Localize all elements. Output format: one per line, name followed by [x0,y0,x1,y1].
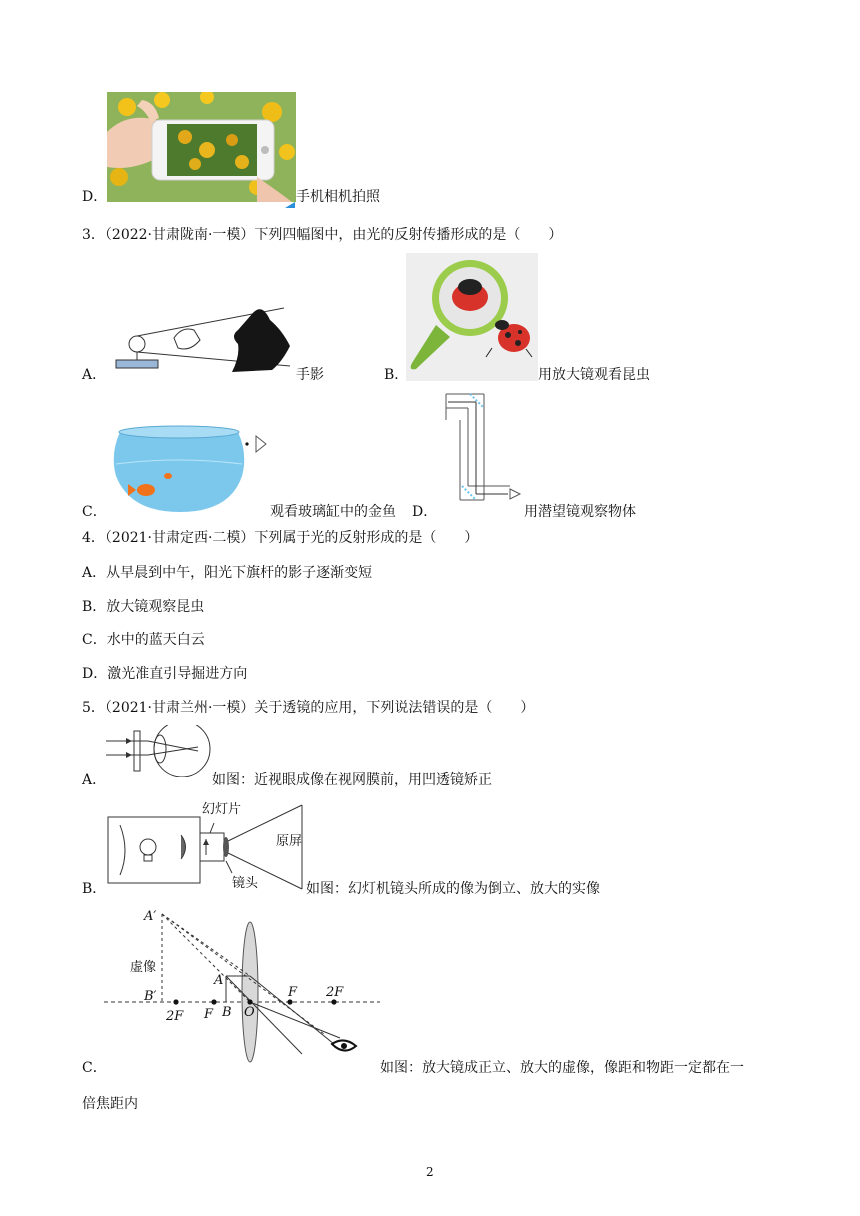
label-a: A [214,973,224,988]
slide-projector-figure [106,795,306,895]
label-f-left: F [204,1007,214,1022]
label-a-prime: A′ [144,909,157,924]
q3-option-a-letter: A． [82,367,107,383]
q4-option-c: C．水中的蓝天白云 [82,632,205,648]
q2-option-d-caption: 手机相机拍照 [296,189,380,205]
q3-option-a-caption: 手影 [296,367,324,383]
q5-option-a-letter: A． [82,772,107,788]
label-b: B [222,1005,232,1020]
q5-option-a-caption: 如图：近视眼成像在视网膜前，用凹透镜矫正 [212,772,492,788]
q4-option-b: B．放大镜观察昆虫 [82,599,205,615]
slide-label: 幻灯片 [202,802,242,817]
q5-option-c-letter: C． [82,1060,107,1076]
q4-option-d: D．激光准直引导掘进方向 [82,666,248,682]
q3-option-c-letter: C． [82,504,107,520]
lens-label: 镜头 [232,876,259,891]
label-2f-right: 2F [326,985,344,1000]
q3-option-d-caption: 用潜望镜观察物体 [524,504,636,520]
fishbowl-figure [106,424,270,514]
page-number: 2 [426,1165,434,1179]
q3-option-b-caption: 用放大镜观看昆虫 [538,367,650,383]
blue-corner-mark [285,196,295,202]
q5-option-c-caption-line2: 倍焦距内 [82,1096,138,1112]
q5-option-b-letter: B． [82,881,107,897]
magnifier-ladybug-figure [406,253,538,381]
label-o: O [244,1005,255,1020]
label-f-right: F [288,985,298,1000]
q4-stem: 4．（2021·甘肃定西·二模）下列属于光的反射形成的是（ ） [82,530,479,546]
myopia-eye-figure [104,725,212,777]
q5-option-b-caption: 如图：幻灯机镜头所成的像为倒立、放大的实像 [306,881,600,897]
phone-camera-photo [107,92,296,202]
label-virtual-image: 虚像 [130,960,157,975]
q5-stem: 5．（2021·甘肃兰州·一模）关于透镜的应用，下列说法错误的是（ ） [82,700,535,716]
q3-option-c-caption: 观看玻璃缸中的金鱼 [270,504,396,520]
hand-shadow-figure [112,300,298,378]
label-2f-left: 2F [166,1009,184,1024]
q3-option-b-letter: B． [384,367,409,383]
label-b-prime: B′ [144,989,157,1004]
q4-option-a: A．从早晨到中午，阳光下旗杆的影子逐渐变短 [82,565,373,581]
screen-label: 原屏 [276,834,303,849]
q3-stem: 3．（2022·甘肃陇南·一模）下列四幅图中，由光的反射传播形成的是（ ） [82,227,563,243]
periscope-figure [440,390,525,516]
magnifier-ray-diagram [104,904,382,1070]
q2-option-d-letter: D． [82,189,108,205]
q3-option-d-letter: D． [412,504,438,520]
q5-option-c-caption-line1: 如图：放大镜成正立、放大的虚像，像距和物距一定都在一 [380,1060,744,1076]
